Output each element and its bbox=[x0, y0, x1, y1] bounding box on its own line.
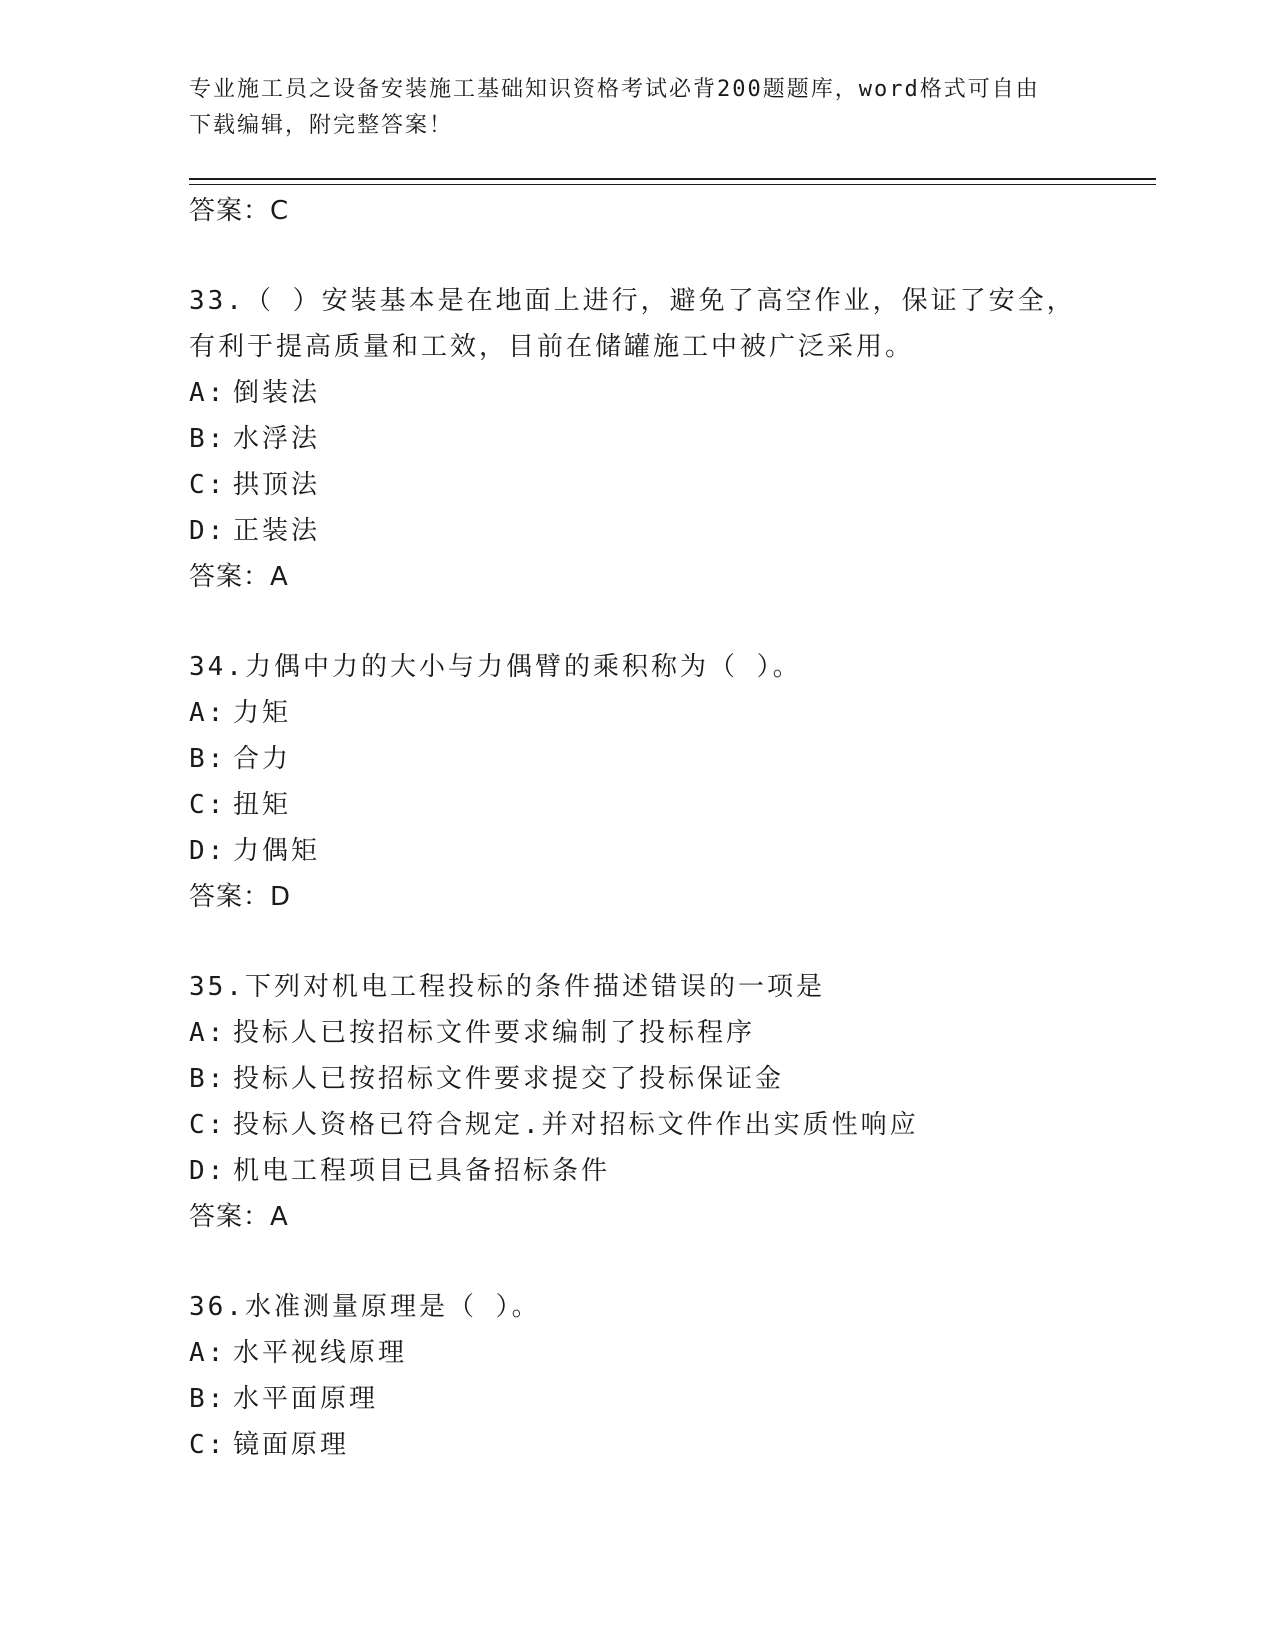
option-text: 合力 bbox=[233, 744, 292, 774]
question-36 bbox=[189, 1284, 1149, 1468]
option-c bbox=[189, 462, 1149, 508]
question-list bbox=[189, 188, 1149, 1468]
option-text: 正装法 bbox=[233, 516, 321, 546]
option-text: 水平视线原理 bbox=[233, 1338, 408, 1368]
option-text: 投标人已按招标文件要求编制了投标程序 bbox=[233, 1018, 756, 1048]
question-stem: 35.下列对机电工程投标的条件描述错误的一项是 bbox=[189, 972, 825, 1002]
answer-line: 答案：A bbox=[189, 1202, 289, 1232]
option-c bbox=[189, 782, 1149, 828]
question-34 bbox=[189, 644, 1149, 920]
answer-line: 答案：C bbox=[189, 196, 290, 226]
question-stem: 36.水准测量原理是（ ）。 bbox=[189, 1292, 541, 1322]
option-key: C: bbox=[189, 1110, 227, 1140]
header-title-line-2: 下载编辑，附完整答案！ bbox=[189, 113, 454, 138]
answer-line: 答案：D bbox=[189, 882, 292, 912]
option-b bbox=[189, 1056, 1149, 1102]
option-key: B: bbox=[189, 744, 227, 774]
option-text: 投标人资格已符合规定.并对招标文件作出实质性响应 bbox=[233, 1110, 919, 1140]
option-a bbox=[189, 690, 1149, 736]
option-text: 拱顶法 bbox=[233, 470, 321, 500]
question-stem: 33.（ ）安装基本是在地面上进行，避免了高空作业，保证了安全， bbox=[189, 286, 1076, 316]
option-a bbox=[189, 1010, 1149, 1056]
option-key: B: bbox=[189, 424, 227, 454]
question-stem: 有利于提高质量和工效，目前在储罐施工中被广泛采用。 bbox=[189, 332, 915, 362]
header-divider-thick bbox=[189, 178, 1156, 180]
option-d bbox=[189, 828, 1149, 874]
option-text: 水平面原理 bbox=[233, 1384, 379, 1414]
option-c bbox=[189, 1102, 1149, 1148]
option-key: A: bbox=[189, 1338, 227, 1368]
option-text: 镜面原理 bbox=[233, 1430, 350, 1460]
option-text: 扭矩 bbox=[233, 790, 292, 820]
option-text: 水浮法 bbox=[233, 424, 321, 454]
option-d bbox=[189, 508, 1149, 554]
header-divider-thin bbox=[189, 184, 1156, 185]
option-text: 投标人已按招标文件要求提交了投标保证金 bbox=[233, 1064, 785, 1094]
option-key: B: bbox=[189, 1384, 227, 1414]
option-text: 倒装法 bbox=[233, 378, 321, 408]
header-title-line-1: 专业施工员之设备安装施工基础知识资格考试必背200题题库，word格式可自由 bbox=[189, 77, 1040, 102]
option-b bbox=[189, 1376, 1149, 1422]
option-text: 机电工程项目已具备招标条件 bbox=[233, 1156, 611, 1186]
question-33 bbox=[189, 278, 1149, 600]
option-key: A: bbox=[189, 698, 227, 728]
option-c bbox=[189, 1422, 1149, 1468]
question-stem: 34.力偶中力的大小与力偶臂的乘积称为（ ）。 bbox=[189, 652, 802, 682]
option-a bbox=[189, 1330, 1149, 1376]
question-35 bbox=[189, 964, 1149, 1240]
answer-line: 答案：A bbox=[189, 562, 289, 592]
option-d bbox=[189, 1148, 1149, 1194]
option-key: D: bbox=[189, 836, 227, 866]
option-key: C: bbox=[189, 790, 227, 820]
option-key: A: bbox=[189, 378, 227, 408]
option-b bbox=[189, 736, 1149, 782]
option-text: 力偶矩 bbox=[233, 836, 321, 866]
option-key: D: bbox=[189, 516, 227, 546]
option-key: B: bbox=[189, 1064, 227, 1094]
option-key: D: bbox=[189, 1156, 227, 1186]
option-a bbox=[189, 370, 1149, 416]
option-key: C: bbox=[189, 470, 227, 500]
option-key: A: bbox=[189, 1018, 227, 1048]
option-text: 力矩 bbox=[233, 698, 292, 728]
page-header bbox=[189, 72, 1089, 144]
option-b bbox=[189, 416, 1149, 462]
option-key: C: bbox=[189, 1430, 227, 1460]
